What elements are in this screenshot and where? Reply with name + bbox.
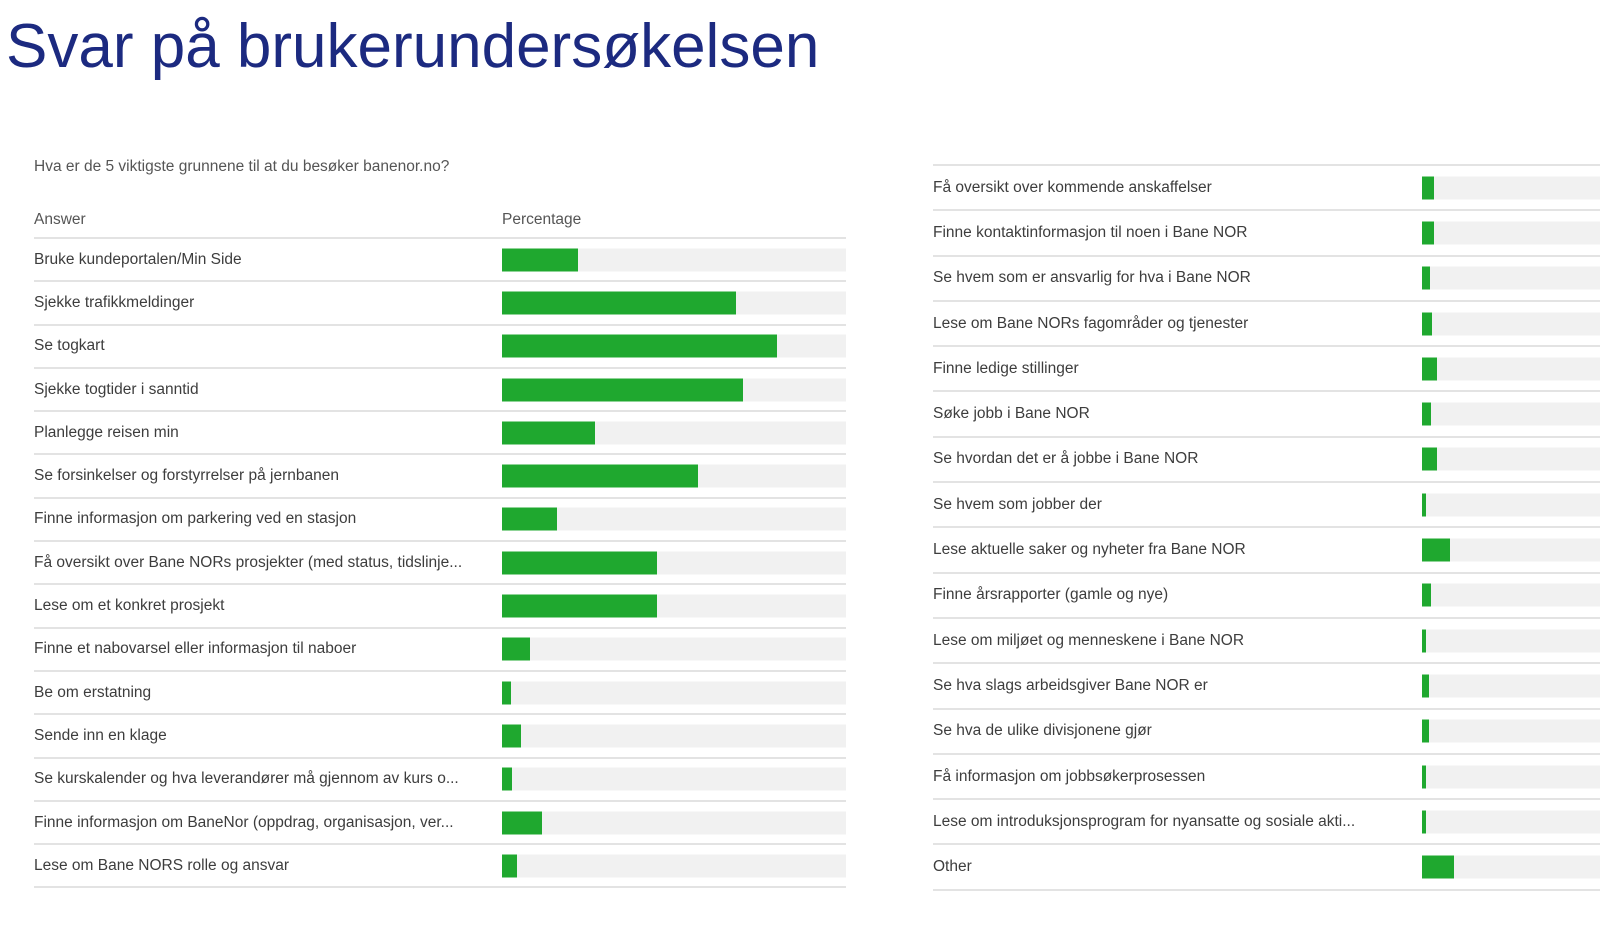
- bar-track: [502, 508, 846, 531]
- bar-track: [1422, 539, 1600, 562]
- bar: [502, 248, 578, 271]
- bar: [502, 551, 657, 574]
- chart-row: [34, 715, 846, 758]
- category-label: Se togkart: [34, 337, 105, 355]
- category-label: Sjekke trafikkmeldinger: [34, 293, 195, 311]
- category-label: Finne et nabovarsel eller informasjon til naboer: [34, 640, 357, 658]
- bar: [1422, 584, 1431, 607]
- bar-track: [1422, 584, 1600, 607]
- category-label: Se forsinkelser og forstyrrelser på jernbanen: [34, 467, 339, 485]
- bar: [1422, 674, 1429, 697]
- chart-row: [933, 438, 1600, 483]
- bar: [1422, 357, 1437, 380]
- category-label: Se hvem som er ansvarlig for hva i Bane NOR: [933, 269, 1251, 287]
- bar: [1422, 720, 1429, 743]
- bar-track: [1422, 448, 1600, 471]
- bar-track: [502, 595, 846, 618]
- bar-track: [1422, 357, 1600, 380]
- bar-track: [502, 854, 846, 877]
- bar: [1422, 765, 1426, 788]
- chart-row: [34, 759, 846, 802]
- bar-track: [502, 551, 846, 574]
- bar: [1422, 221, 1434, 244]
- category-label: Finne ledige stillinger: [933, 359, 1079, 377]
- chart-row: [34, 369, 846, 412]
- bar-track: [1422, 629, 1600, 652]
- bar: [502, 421, 595, 444]
- chart-row: [34, 412, 846, 455]
- chart-row: [933, 619, 1600, 664]
- bar-track: [1422, 493, 1600, 516]
- chart-row: [933, 710, 1600, 755]
- bar: [502, 291, 736, 314]
- category-label: Se hva de ulike divisjonene gjør: [933, 722, 1152, 740]
- bar: [1422, 267, 1430, 290]
- bar: [502, 811, 542, 834]
- category-label: Sende inn en klage: [34, 726, 167, 744]
- chart-row: [933, 800, 1600, 845]
- bar-track: [1422, 312, 1600, 335]
- bar: [502, 595, 657, 618]
- chart-row: [933, 483, 1600, 528]
- chart-row: [34, 239, 846, 282]
- category-label: Se hvem som jobber der: [933, 495, 1102, 513]
- bar-track: [502, 638, 846, 661]
- bar: [1422, 312, 1432, 335]
- chart-row: [34, 542, 846, 585]
- bar-track: [1422, 674, 1600, 697]
- category-label: Se hvordan det er å jobbe i Bane NOR: [933, 450, 1199, 468]
- bar-track: [502, 291, 846, 314]
- chart-row: [933, 574, 1600, 619]
- bar: [502, 681, 511, 704]
- bar: [502, 724, 521, 747]
- chart-row: [933, 347, 1600, 392]
- chart-row: [933, 845, 1600, 890]
- category-label: Lese om Bane NORs fagområder og tjenester: [933, 314, 1249, 332]
- chart-row: [933, 257, 1600, 302]
- chart-row: [34, 282, 846, 325]
- slide-title: Svar på brukerundersøkelsen: [6, 12, 820, 81]
- answer-column-header: Answer: [34, 211, 86, 228]
- category-label: Få oversikt over kommende anskaffelser: [933, 178, 1212, 196]
- chart-row: [34, 845, 846, 888]
- chart-row: [933, 211, 1600, 256]
- chart-row: [34, 499, 846, 542]
- bar: [1422, 629, 1426, 652]
- chart-row: [34, 455, 846, 498]
- right-bar-chart: [933, 164, 1600, 891]
- bar-track: [502, 465, 846, 488]
- bar: [1422, 856, 1454, 879]
- chart-row: [933, 755, 1600, 800]
- category-label: Finne kontaktinformasjon til noen i Bane NOR: [933, 223, 1248, 241]
- chart-row: [933, 302, 1600, 347]
- bar-track: [1422, 856, 1600, 879]
- bar: [1422, 448, 1437, 471]
- category-label: Se hva slags arbeidsgiver Bane NOR er: [933, 676, 1208, 694]
- bar: [1422, 810, 1426, 833]
- bar: [1422, 539, 1450, 562]
- chart-row: [933, 166, 1600, 211]
- bar-track: [1422, 765, 1600, 788]
- category-label: Søke jobb i Bane NOR: [933, 405, 1090, 423]
- bar-track: [1422, 221, 1600, 244]
- bar-track: [1422, 720, 1600, 743]
- category-label: Lese om et konkret prosjekt: [34, 597, 225, 615]
- bar: [502, 508, 557, 531]
- bar-track: [502, 724, 846, 747]
- category-label: Be om erstatning: [34, 683, 152, 701]
- bar-track: [502, 378, 846, 401]
- category-label: Lese om Bane NORS rolle og ansvar: [34, 856, 290, 874]
- chart-row: [933, 528, 1600, 573]
- percentage-column-header: Percentage: [502, 211, 582, 228]
- bar-track: [1422, 267, 1600, 290]
- bar-track: [502, 335, 846, 358]
- bar-track: [502, 421, 846, 444]
- chart-row: [34, 672, 846, 715]
- bar: [1422, 403, 1431, 426]
- bar-track: [1422, 810, 1600, 833]
- chart-row: [933, 664, 1600, 709]
- chart-row: [34, 585, 846, 628]
- chart-row: [933, 392, 1600, 437]
- bar: [1422, 176, 1434, 199]
- category-label: Finne informasjon om parkering ved en stasjon: [34, 510, 357, 528]
- bar: [502, 854, 517, 877]
- survey-question: Hva er de 5 viktigste grunnene til at du besøker banenor.no?: [34, 158, 450, 175]
- bar: [502, 768, 512, 791]
- category-label: Lese om introduksjonsprogram for nyansatte og sosiale akti...: [933, 812, 1356, 830]
- bar-track: [502, 681, 846, 704]
- chart-row: [34, 629, 846, 672]
- chart-row: [34, 326, 846, 369]
- left-bar-chart: [34, 239, 846, 888]
- bar-track: [502, 768, 846, 791]
- category-label: Lese aktuelle saker og nyheter fra Bane NOR: [933, 541, 1246, 559]
- bar: [502, 335, 777, 358]
- category-label: Finne informasjon om BaneNor (oppdrag, organisasjon, ver...: [34, 813, 454, 831]
- bar: [502, 378, 743, 401]
- bar-track: [1422, 403, 1600, 426]
- category-label: Planlegge reisen min: [34, 423, 179, 441]
- chart-row: [34, 802, 846, 845]
- category-label: Sjekke togtider i sanntid: [34, 380, 199, 398]
- bar-track: [1422, 176, 1600, 199]
- category-label: Lese om miljøet og menneskene i Bane NOR: [933, 631, 1245, 649]
- category-label: Få oversikt over Bane NORs prosjekter (med status, tidslinje...: [34, 553, 463, 571]
- bar-track: [502, 248, 846, 271]
- category-label: Få informasjon om jobbsøkerprosessen: [933, 767, 1206, 785]
- bar: [1422, 493, 1426, 516]
- bar: [502, 638, 530, 661]
- bar-track: [502, 811, 846, 834]
- category-label: Other: [933, 858, 972, 876]
- category-label: Se kurskalender og hva leverandører må gjennom av kurs o...: [34, 770, 459, 788]
- bar: [502, 465, 698, 488]
- category-label: Bruke kundeportalen/Min Side: [34, 250, 242, 268]
- category-label: Finne årsrapporter (gamle og nye): [933, 586, 1169, 604]
